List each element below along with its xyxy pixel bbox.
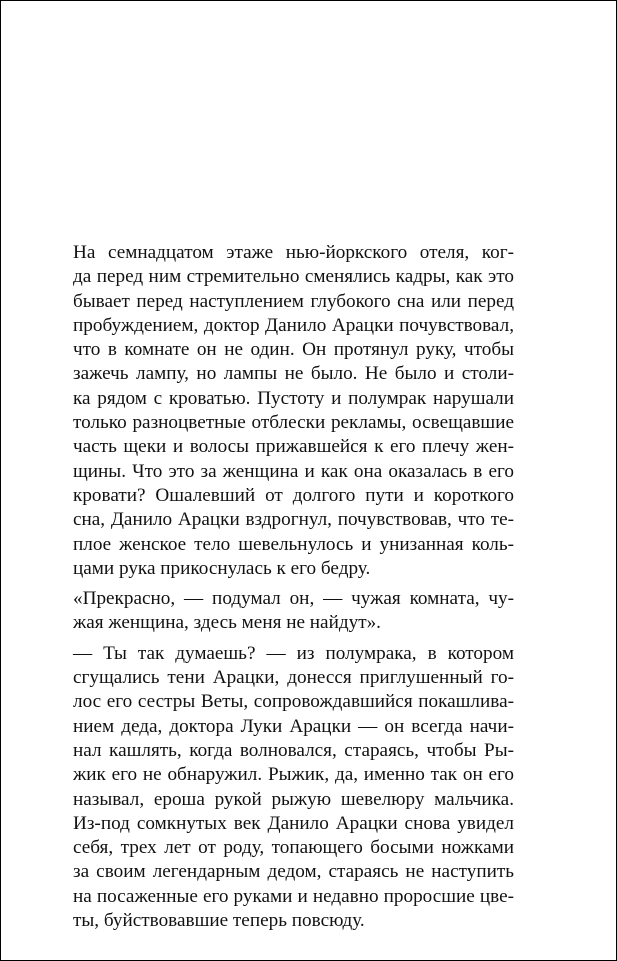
text-line: сна, Данило Арацки вздрогнул, почувствовав, что те- bbox=[73, 509, 514, 531]
text-line: цами рука прикоснулась к его бедру. bbox=[73, 557, 371, 579]
text-line: зажечь лампу, но лампы не было. Не было и столи- bbox=[73, 363, 514, 385]
text-line: бывает перед наступлением глубокого сна или перед bbox=[73, 290, 514, 312]
text-line: ты, буйствовавшие теперь повсюду. bbox=[73, 910, 365, 932]
text-line: себя, трех лет от роду, топающего босыми ножками bbox=[73, 837, 514, 859]
text-line: — Ты так думаешь? — из полумрака, в котором bbox=[73, 642, 514, 664]
text-line: жик его не обнаружил. Рыжик, да, именно так он его bbox=[73, 764, 514, 786]
text-line: Из-под сомкнутых век Данило Арацки снова увидел bbox=[73, 812, 514, 834]
text-line: да перед ним стремительно сменялись кадры, как это bbox=[73, 266, 514, 288]
text-line: называл, ероша рукой рыжую шевелюру мальчика. bbox=[73, 788, 514, 810]
text-line: нием деда, доктора Луки Арацки — он всегда начи- bbox=[73, 715, 514, 737]
text-line: только разноцветные отблески рекламы, освещавшие bbox=[73, 412, 514, 434]
text-line: кровати? Ошалевший от долгого пути и короткого bbox=[73, 484, 514, 506]
body-text bbox=[73, 241, 514, 933]
paragraph-1 bbox=[73, 241, 514, 581]
text-line: плое женское тело шевельнулось и унизанная коль- bbox=[73, 533, 514, 555]
text-line: лос его сестры Веты, сопровождавшийся покашлива- bbox=[73, 691, 514, 713]
text-line: ка рядом с кроватью. Пустоту и полумрак нарушали bbox=[73, 387, 514, 409]
text-line: на посаженные его руками и недавно проросшие цве- bbox=[73, 885, 514, 907]
text-line: пробуждением, доктор Данило Арацки почувствовал, bbox=[73, 314, 514, 336]
text-line: за своим легендарным дедом, стараясь не наступить bbox=[73, 861, 514, 883]
paragraph-2 bbox=[73, 587, 514, 636]
text-line: жая женщина, здесь меня не найдут». bbox=[73, 612, 381, 634]
text-line: нал кашлять, когда волновался, стараясь, чтобы Ры- bbox=[73, 739, 514, 761]
text-line: часть щеки и волосы прижавшейся к его плечу жен- bbox=[73, 436, 514, 458]
paragraph-3 bbox=[73, 642, 514, 934]
text-line: что в комнате он не один. Он протянул руку, чтобы bbox=[73, 339, 514, 361]
text-line: щины. Что это за женщина и как она оказалась в его bbox=[73, 460, 514, 482]
text-line: сгущались тени Арацки, донесся приглушенный го- bbox=[73, 667, 514, 689]
text-line: «Прекрасно, — подумал он, — чужая комната, чу- bbox=[73, 588, 514, 610]
text-line: На семнадцатом этаже нью-йоркского отеля, ког- bbox=[73, 242, 514, 263]
